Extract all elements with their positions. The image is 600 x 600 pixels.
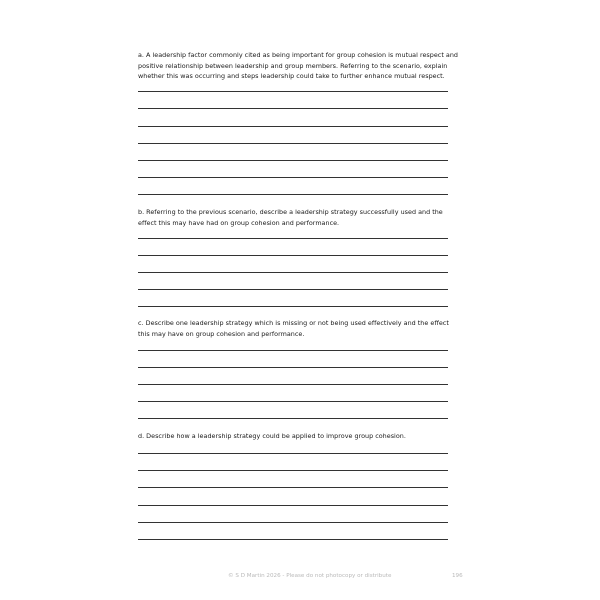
question-b-text: b. Referring to the previous scenario, describe a leadership strategy successfully used and the effect this may have had on group cohesion and performance. [138, 208, 443, 227]
answer-line[interactable] [138, 255, 448, 256]
answer-line[interactable] [138, 143, 448, 144]
answer-line[interactable] [138, 350, 448, 351]
answer-line[interactable] [138, 177, 448, 178]
answer-line[interactable] [138, 401, 448, 402]
answer-line[interactable] [138, 505, 448, 506]
question-c-text: c. Describe one leadership strategy which is missing or not being used effectively and the effect this may have on group cohesion and performance. [138, 319, 449, 338]
answer-line[interactable] [138, 126, 448, 127]
question-a-text: a. A leadership factor commonly cited as being important for group cohesion is mutual respect and positive relationship between leadership and group members. Referring to the scenario, explain whether this was occurring and steps leadership could take to further enhance mutual respect. [138, 51, 458, 80]
answer-line[interactable] [138, 194, 448, 195]
answer-line[interactable] [138, 384, 448, 385]
answer-line[interactable] [138, 367, 448, 368]
answer-line[interactable] [138, 238, 448, 239]
answer-line[interactable] [138, 160, 448, 161]
answer-line[interactable] [138, 108, 448, 109]
question-d-text: d. Describe how a leadership strategy could be applied to improve group cohesion. [138, 432, 406, 440]
answer-line[interactable] [138, 272, 448, 273]
answer-line[interactable] [138, 539, 448, 540]
answer-line[interactable] [138, 91, 448, 92]
answer-line[interactable] [138, 470, 448, 471]
answer-line[interactable] [138, 289, 448, 290]
answer-line[interactable] [138, 306, 448, 307]
answer-line[interactable] [138, 487, 448, 488]
answer-line[interactable] [138, 453, 448, 454]
page-number: 196 [452, 573, 463, 579]
footer-copyright: © S D Martin 2026 - Please do not photocopy or distribute [228, 573, 392, 579]
answer-line[interactable] [138, 418, 448, 419]
answer-line[interactable] [138, 522, 448, 523]
